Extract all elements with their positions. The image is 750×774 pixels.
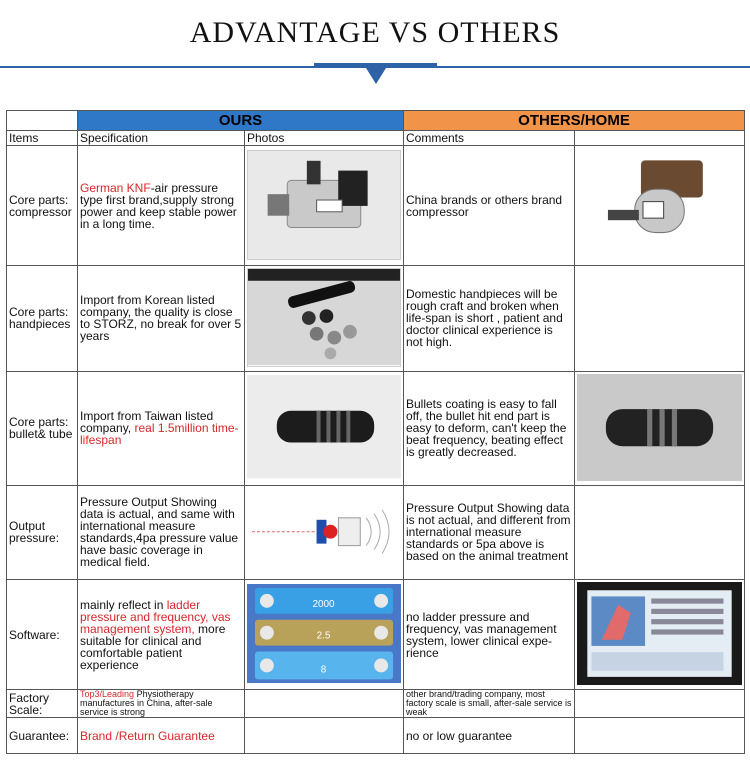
software-screen — [247, 584, 401, 683]
photo-others-handpieces — [575, 266, 745, 371]
comment-handpieces: Domestic handpieces will be rough craft and broken when life-span is short , patient and doctor clinical experience is not high. — [404, 266, 575, 371]
spec-compressor — [78, 146, 245, 266]
comment-factory-scale: other brand/trading company, most factory scale is small, after-sale service is weak — [404, 690, 575, 718]
spec-software — [78, 580, 245, 690]
other-bullet-image — [577, 374, 742, 481]
comment-bullet-tube: Bullets coating is easy to fall off, the bullet hit end part is easy to deform, can't keep the beat frequency, beating effect is greatly decreased. — [404, 371, 575, 485]
photo-others-factory — [575, 690, 745, 718]
photo-others-guarantee — [575, 718, 745, 754]
col-specification: Specification — [78, 131, 245, 146]
screen-value-pressure: 2.5 — [316, 630, 331, 642]
spec-highlight: real 1.5million time-lifespan — [80, 421, 239, 448]
spec-guarantee — [78, 718, 245, 754]
spec-highlight: Top3/Leading — [80, 689, 135, 700]
handpieces-image — [247, 268, 401, 366]
item-handpieces: Core parts: handpieces — [7, 266, 78, 371]
table-row — [7, 690, 745, 718]
spec-text: mainly reflect in — [80, 597, 167, 612]
header-blank — [7, 111, 78, 131]
col-photos: Photos — [245, 131, 404, 146]
col-blank — [575, 131, 745, 146]
table-row — [7, 146, 745, 266]
spec-factory-scale — [78, 690, 245, 718]
spec-text: Physiotherapy manufactures in China, after-sale service is strong — [80, 689, 213, 718]
col-comments: Comments — [404, 131, 575, 146]
compressor-image — [247, 150, 401, 260]
photo-ours-pressure — [245, 485, 404, 579]
photo-ours-factory — [245, 690, 404, 718]
item-factory-scale: Factory Scale: — [7, 690, 78, 718]
comparison-table — [6, 110, 745, 754]
table-row — [7, 580, 745, 690]
photo-others-compressor — [575, 146, 745, 266]
spec-highlight: ladder pressure and frequency, vas management system, — [80, 597, 231, 636]
other-compressor-image — [577, 148, 742, 261]
photo-ours-handpieces — [245, 266, 404, 371]
header-ours: OURS — [78, 111, 404, 131]
comment-output-pressure: Pressure Output Showing data is not actual, and different from international measure standards or 5pa above is based on the animal treatment — [404, 485, 575, 579]
photo-others-software — [575, 580, 745, 690]
spec-text: Import from Taiwan listed company, — [80, 409, 214, 436]
item-software: Software: — [7, 580, 78, 690]
bullet-image — [247, 375, 401, 478]
item-guarantee: Guarantee: — [7, 718, 78, 754]
header-others: OTHERS/HOME — [404, 111, 745, 131]
spec-text-rest: more suitable for clinical and comfortable patient experience — [80, 621, 226, 672]
photo-ours-bullet — [245, 371, 404, 485]
comment-software: no ladder pressure and frequency, vas management system, lower clinical expe-rience — [404, 580, 575, 690]
down-arrow-icon — [366, 68, 386, 84]
photo-ours-software — [245, 580, 404, 690]
spec-text: -air pressure type first brand,supply strong power and keep stable power in a long time. — [80, 180, 237, 231]
item-bullet-tube: Core parts: bullet& tube — [7, 371, 78, 485]
photo-others-bullet — [575, 371, 745, 485]
spec-output-pressure: Pressure Output Showing data is actual, and same with international measure standards,4pa pressure value have basic coverage in medical field. — [78, 485, 245, 579]
photo-ours-compressor — [245, 146, 404, 266]
screen-value-frequency: 8 — [320, 664, 327, 676]
table-row — [7, 485, 745, 579]
table-row — [7, 371, 745, 485]
item-output-pressure: Output pressure: — [7, 485, 78, 579]
page-title: ADVANTAGE VS OTHERS — [189, 16, 561, 49]
table-row — [7, 718, 745, 754]
comment-compressor: China brands or others brand compressor — [404, 146, 575, 266]
comment-guarantee: no or low guarantee — [404, 718, 575, 754]
spec-highlight: German KNF — [80, 180, 151, 195]
photo-ours-guarantee — [245, 718, 404, 754]
photo-others-pressure — [575, 485, 745, 579]
spec-handpieces: Import from Korean listed company, the quality is close to STORZ, no break for over 5 years — [78, 266, 245, 371]
col-items: Items — [7, 131, 78, 146]
other-software-screen — [577, 582, 742, 685]
spec-bullet-tube — [78, 371, 245, 485]
table-row — [7, 266, 745, 371]
screen-value-shock: 2000 — [312, 598, 335, 610]
item-compressor: Core parts: compressor — [7, 146, 78, 266]
pressure-diagram — [247, 488, 401, 575]
spec-highlight: Brand /Return Guarantee — [80, 728, 215, 743]
